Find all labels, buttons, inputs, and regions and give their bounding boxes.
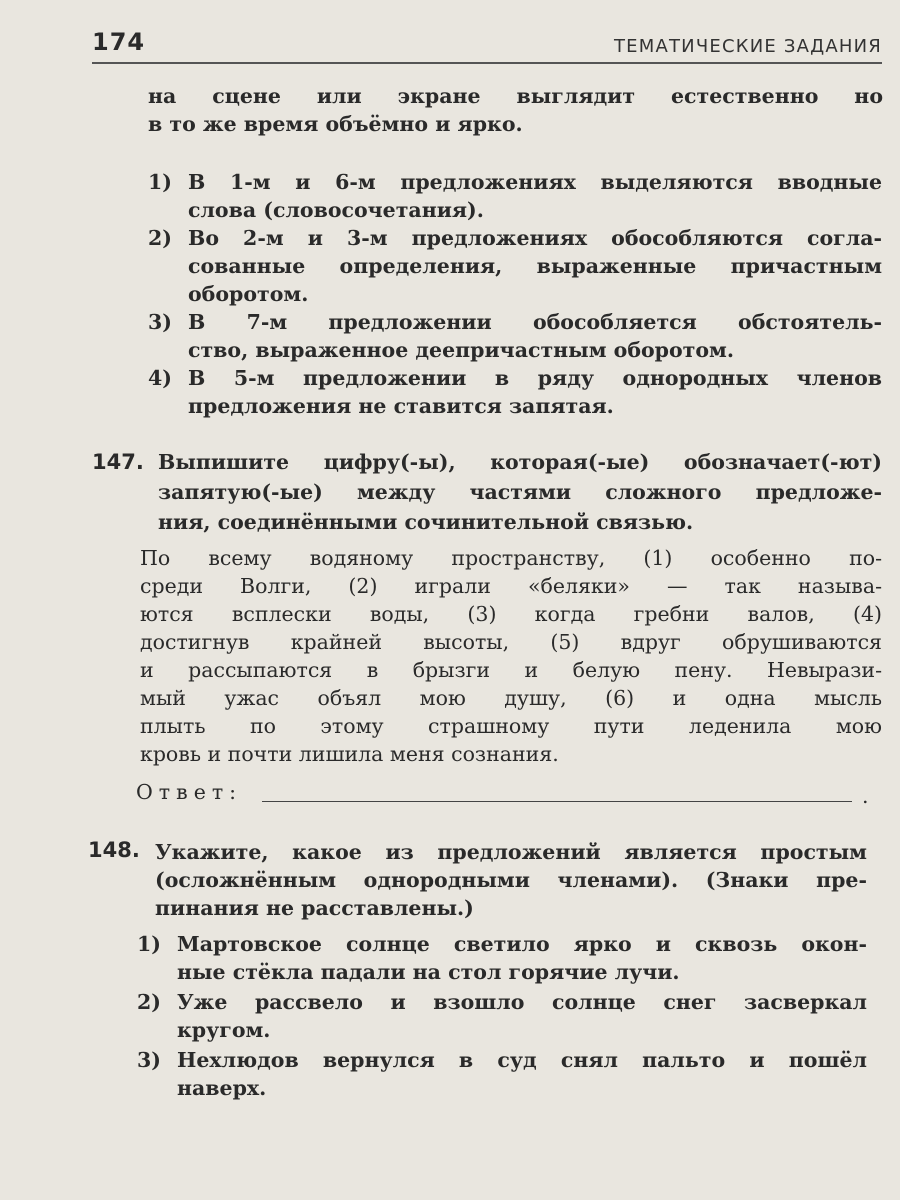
prompt-text: связью. xyxy=(589,510,694,534)
option-line: Во 2-м и 3-м предложениях обособляются согла- xyxy=(188,226,882,250)
option-line: оборотом. xyxy=(188,282,309,306)
option-number: 2) xyxy=(148,226,172,250)
continuation-line: в то же время объёмно и ярко. xyxy=(148,112,523,136)
option-line: ные стёкла падали на стол горячие лучи. xyxy=(177,960,680,984)
option-line: Уже рассвело и взошло солнце снег засверкал xyxy=(177,990,867,1014)
option-line: наверх. xyxy=(177,1076,267,1100)
option-line: Нехлюдов вернулся в суд снял пальто и пошёл xyxy=(177,1048,867,1072)
option-number: 1) xyxy=(148,170,172,194)
task-prompt-line: (осложнённым однородными членами). (Знаки пре- xyxy=(155,868,867,892)
option-number: 3) xyxy=(148,310,172,334)
task-prompt-line: Выпишите цифру(-ы), которая(-ые) обозначает(-ют) xyxy=(158,450,882,474)
option-line: предложения не ставится запятая. xyxy=(188,394,614,418)
passage-line: среди Волги, (2) играли «беляки» — так называ- xyxy=(140,574,882,598)
header-rule xyxy=(92,62,882,64)
option-number: 3) xyxy=(137,1048,161,1072)
option-line: кругом. xyxy=(177,1018,271,1042)
page-number: 174 xyxy=(92,28,146,56)
option-line: Мартовское солнце светило ярко и сквозь окон- xyxy=(177,932,867,956)
option-number: 2) xyxy=(137,990,161,1014)
task-number-147: 147. xyxy=(92,450,144,474)
task-prompt-line: Укажите, какое из предложений является простым xyxy=(155,840,867,864)
option-number: 1) xyxy=(137,932,161,956)
option-number: 4) xyxy=(148,366,172,390)
option-line: В 7-м предложении обособляется обстоятель- xyxy=(188,310,882,334)
passage-line: и рассыпаются в брызги и белую пену. Невырази- xyxy=(140,658,882,682)
section-title: ТЕМАТИЧЕСКИЕ ЗАДАНИЯ xyxy=(613,36,882,57)
option-line: слова (словосочетания). xyxy=(188,198,484,222)
answer-period: . xyxy=(862,784,869,808)
emphasized-term: сочинительной xyxy=(404,510,590,534)
continuation-line: на сцене или экране выглядит естественно но xyxy=(148,84,883,108)
passage-line: достигнув крайней высоты, (5) вдруг обрушиваются xyxy=(140,630,882,654)
option-line: сованные определения, выраженные причастным xyxy=(188,254,882,278)
prompt-text: ния, соединёнными xyxy=(158,510,405,534)
passage-line: кровь и почти лишила меня сознания. xyxy=(140,742,559,766)
option-line: ство, выраженное деепричастным оборотом. xyxy=(188,338,735,362)
passage-line: плыть по этому страшному пути леденила мою xyxy=(140,714,882,738)
option-line: В 5-м предложении в ряду однородных членов xyxy=(188,366,882,390)
task-number-148: 148. xyxy=(88,838,140,862)
option-line: В 1-м и 6-м предложениях выделяются вводные xyxy=(188,170,882,194)
passage-line: По всему водяному пространству, (1) особенно по- xyxy=(140,546,882,570)
task-prompt-line xyxy=(158,508,693,536)
passage-line: ются всплески воды, (3) когда гребни валов, (4) xyxy=(140,602,882,626)
answer-input-line[interactable] xyxy=(262,801,852,802)
task-prompt-line: запятую(-ые) между частями сложного предложе- xyxy=(158,480,882,504)
answer-label: Ответ: xyxy=(136,780,243,804)
passage-line: мый ужас объял мою душу, (6) и одна мысль xyxy=(140,686,882,710)
task-prompt-line: пинания не расставлены.) xyxy=(155,896,474,920)
